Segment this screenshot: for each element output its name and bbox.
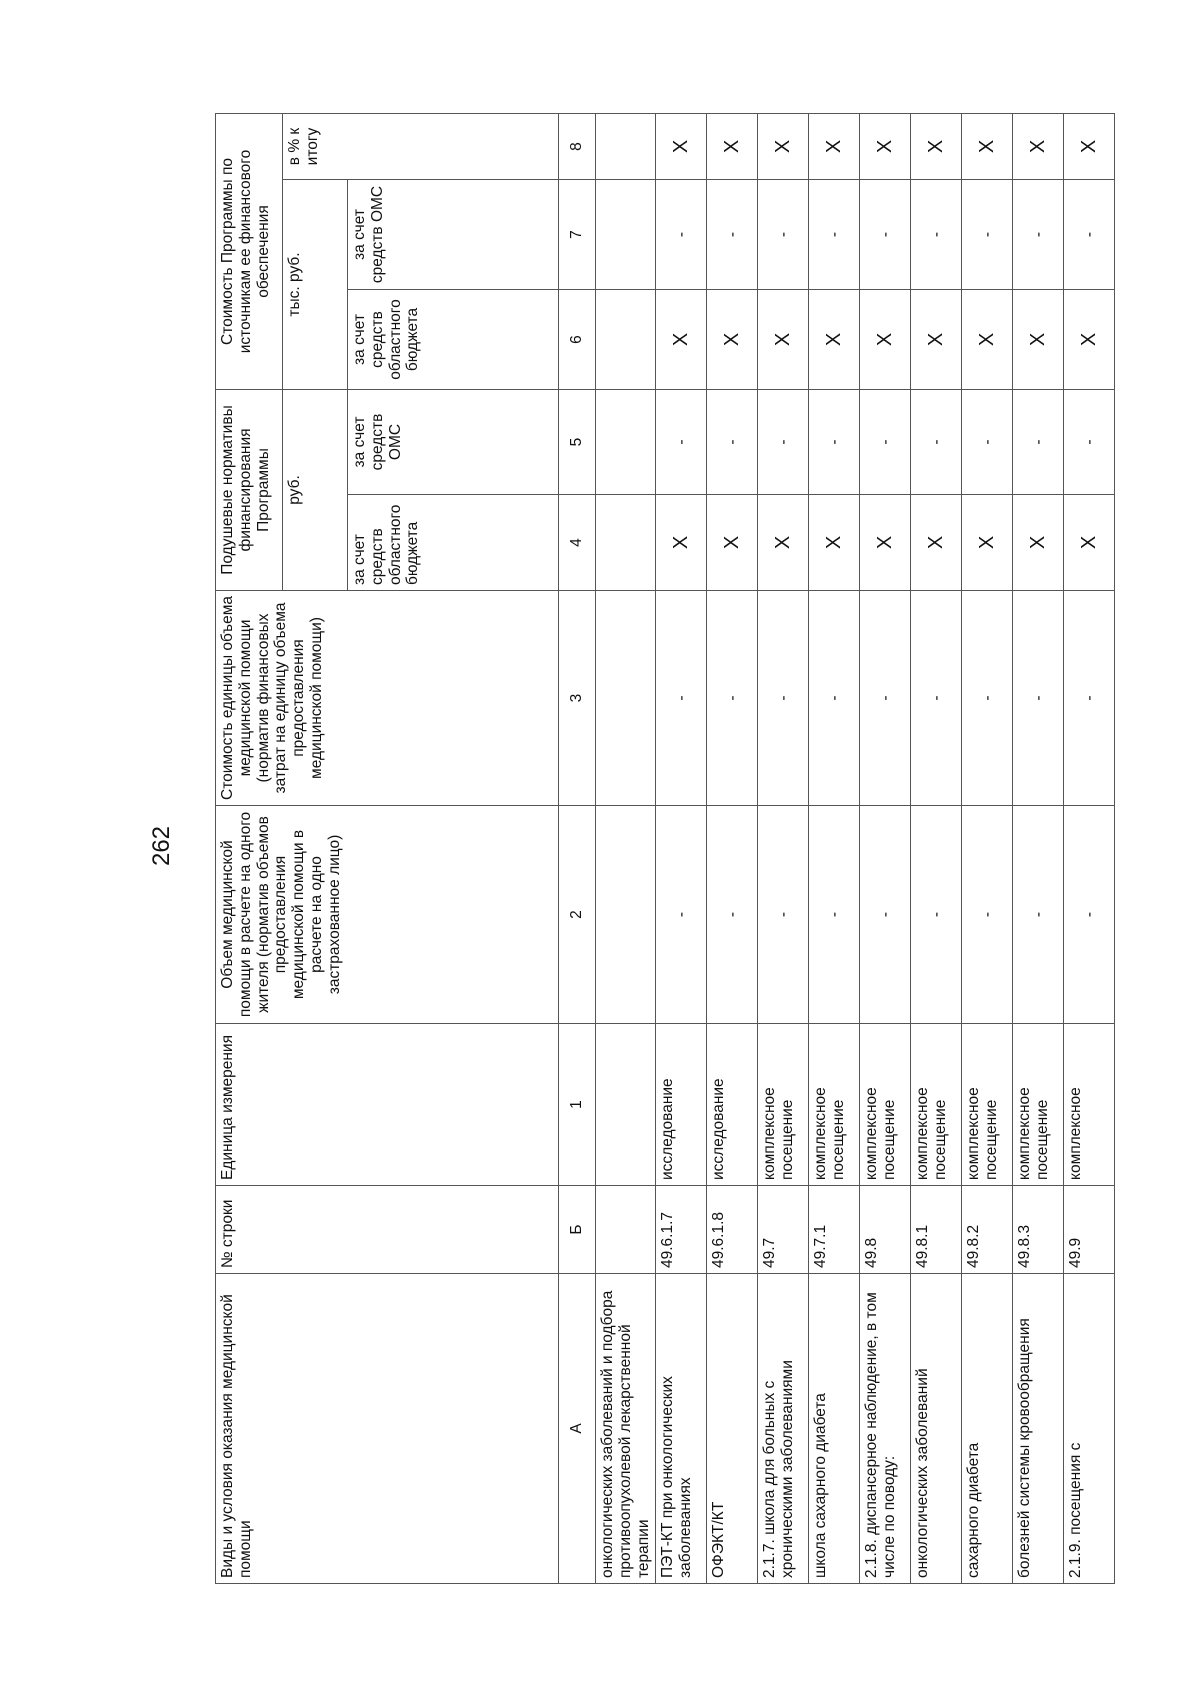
row-norm-oms: -: [1013, 390, 1064, 495]
row-cost-oms: -: [1013, 180, 1064, 290]
table-row: [809, 114, 860, 1584]
row-number: [596, 1186, 656, 1274]
table-row: [962, 114, 1013, 1584]
row-cost-budget: X: [860, 290, 911, 390]
row-volume: -: [656, 806, 707, 1024]
row-name: ОФЭКТ/КТ: [707, 1274, 758, 1584]
row-number: 49.6.1.7: [656, 1186, 707, 1274]
column-number: Б: [559, 1186, 596, 1274]
table-row: [758, 114, 809, 1584]
row-unit-cost: -: [758, 591, 809, 806]
row-cost-percent: X: [962, 114, 1013, 180]
row-cost-budget: [596, 290, 656, 390]
row-cost-oms: [596, 180, 656, 290]
row-norm-oms: -: [911, 390, 962, 495]
row-unit-cost: -: [860, 591, 911, 806]
row-volume: -: [758, 806, 809, 1024]
row-cost-percent: X: [656, 114, 707, 180]
row-norm-budget: X: [707, 495, 758, 591]
row-unit-cost: -: [911, 591, 962, 806]
row-volume: -: [1064, 806, 1115, 1024]
row-cost-budget: X: [656, 290, 707, 390]
column-number: 3: [559, 591, 596, 806]
table-row: [656, 114, 707, 1584]
financing-table: [215, 113, 1115, 1584]
header-norms-group: Подушевые нормативы финансирования Программы: [216, 390, 283, 591]
row-number: 49.8: [860, 1186, 911, 1274]
row-cost-oms: -: [758, 180, 809, 290]
header-cost-percent: в % к итогу: [283, 114, 559, 180]
column-number: 5: [559, 390, 596, 495]
header-col-3: Стоимость единицы объема медицинской помощи (норматив финансовых затрат на единицу объема предоставления медицинской помощи): [216, 591, 559, 806]
row-name: онкологических заболеваний: [911, 1274, 962, 1584]
row-unit: исследование: [656, 1024, 707, 1186]
row-unit-cost: -: [962, 591, 1013, 806]
row-cost-budget: X: [1064, 290, 1115, 390]
row-unit-cost: -: [1064, 591, 1115, 806]
row-norm-budget: [596, 495, 656, 591]
row-unit: комплексное посещение: [1013, 1024, 1064, 1186]
row-cost-oms: -: [1064, 180, 1115, 290]
column-number: А: [559, 1274, 596, 1584]
row-norm-oms: -: [1064, 390, 1115, 495]
row-name: сахарного диабета: [962, 1274, 1013, 1584]
row-volume: -: [860, 806, 911, 1024]
row-name: школа сахарного диабета: [809, 1274, 860, 1584]
row-volume: [596, 806, 656, 1024]
header-norms-unit: руб.: [283, 390, 348, 591]
row-number: 49.8.3: [1013, 1186, 1064, 1274]
rotated-table-wrapper: [215, 114, 1130, 1584]
row-norm-oms: -: [962, 390, 1013, 495]
column-number: 2: [559, 806, 596, 1024]
row-unit: комплексное: [1064, 1024, 1115, 1186]
row-unit-cost: -: [656, 591, 707, 806]
row-number: 49.8.2: [962, 1186, 1013, 1274]
row-number: 49.9: [1064, 1186, 1115, 1274]
row-norm-budget: X: [962, 495, 1013, 591]
row-volume: -: [809, 806, 860, 1024]
row-norm-oms: -: [707, 390, 758, 495]
table-row: [911, 114, 962, 1584]
row-cost-budget: X: [1013, 290, 1064, 390]
row-number: 49.7: [758, 1186, 809, 1274]
row-norm-budget: X: [911, 495, 962, 591]
row-cost-percent: [596, 114, 656, 180]
row-name: ПЭТ-КТ при онкологических заболеваниях: [656, 1274, 707, 1584]
row-norm-budget: X: [1013, 495, 1064, 591]
header-cost-budget: за счет средств областного бюджета: [348, 290, 559, 390]
row-unit: комплексное посещение: [758, 1024, 809, 1186]
row-cost-percent: X: [1013, 114, 1064, 180]
header-col-2: Объем медицинской помощи в расчете на одного жителя (норматив объемов предоставления медицинской помощи в расчете на одно застрахованное лицо): [216, 806, 559, 1024]
row-cost-percent: X: [860, 114, 911, 180]
row-norm-oms: [596, 390, 656, 495]
row-cost-percent: X: [809, 114, 860, 180]
row-unit: комплексное посещение: [911, 1024, 962, 1186]
table-row: [860, 114, 911, 1584]
row-cost-budget: X: [809, 290, 860, 390]
header-cost-oms: за счет средств ОМС: [348, 180, 559, 290]
row-unit: комплексное посещение: [962, 1024, 1013, 1186]
row-norm-oms: -: [809, 390, 860, 495]
column-number: 4: [559, 495, 596, 591]
column-number: 8: [559, 114, 596, 180]
row-norm-oms: -: [758, 390, 809, 495]
row-unit-cost: [596, 591, 656, 806]
row-cost-budget: X: [911, 290, 962, 390]
row-norm-oms: -: [656, 390, 707, 495]
column-number: 7: [559, 180, 596, 290]
table-row: [707, 114, 758, 1584]
row-cost-budget: X: [707, 290, 758, 390]
row-volume: -: [707, 806, 758, 1024]
header-cost-group: Стоимость Программы по источникам ее финансового обеспечения: [216, 114, 283, 390]
header-row-main: [216, 114, 283, 1584]
row-cost-percent: X: [1064, 114, 1115, 180]
header-col-a: Виды и условия оказания медицинской помощи: [216, 1274, 559, 1584]
row-cost-oms: -: [656, 180, 707, 290]
row-name: 2.1.9. посещения с: [1064, 1274, 1115, 1584]
row-unit-cost: -: [1013, 591, 1064, 806]
header-col-b: № строки: [216, 1186, 559, 1274]
row-unit: исследование: [707, 1024, 758, 1186]
column-number: 6: [559, 290, 596, 390]
header-norms-oms: за счет средств ОМС: [348, 390, 559, 495]
page-number: 262: [148, 825, 175, 867]
row-unit-cost: -: [809, 591, 860, 806]
row-name: 2.1.8. диспансерное наблюдение, в том числе по поводу:: [860, 1274, 911, 1584]
row-cost-oms: -: [860, 180, 911, 290]
row-cost-percent: X: [911, 114, 962, 180]
row-unit: комплексное посещение: [860, 1024, 911, 1186]
column-number: 1: [559, 1024, 596, 1186]
table-row: [1013, 114, 1064, 1584]
header-col-1: Единица измерения: [216, 1024, 559, 1186]
row-unit: [596, 1024, 656, 1186]
table-row: [596, 114, 656, 1584]
row-norm-oms: -: [860, 390, 911, 495]
row-name: болезней системы кровообращения: [1013, 1274, 1064, 1584]
row-name: 2.1.7. школа для больных с хроническими заболеваниями: [758, 1274, 809, 1584]
row-unit: комплексное посещение: [809, 1024, 860, 1186]
row-volume: -: [1013, 806, 1064, 1024]
column-number-row: [559, 114, 596, 1584]
row-norm-budget: X: [809, 495, 860, 591]
row-volume: -: [911, 806, 962, 1024]
row-cost-oms: -: [911, 180, 962, 290]
row-number: 49.8.1: [911, 1186, 962, 1274]
row-norm-budget: X: [758, 495, 809, 591]
row-cost-percent: X: [707, 114, 758, 180]
row-unit-cost: -: [707, 591, 758, 806]
row-cost-percent: X: [758, 114, 809, 180]
row-norm-budget: X: [656, 495, 707, 591]
header-norms-budget: за счет средств областного бюджета: [348, 495, 559, 591]
table-row: [1064, 114, 1115, 1584]
header-cost-unit: тыс. руб.: [283, 180, 348, 390]
row-cost-budget: X: [962, 290, 1013, 390]
row-number: 49.7.1: [809, 1186, 860, 1274]
row-volume: -: [962, 806, 1013, 1024]
row-name: онкологических заболеваний и подбора противоопухолевой лекарственной терапии: [596, 1274, 656, 1584]
row-cost-budget: X: [758, 290, 809, 390]
row-cost-oms: -: [809, 180, 860, 290]
row-cost-oms: -: [707, 180, 758, 290]
row-norm-budget: X: [1064, 495, 1115, 591]
row-norm-budget: X: [860, 495, 911, 591]
row-number: 49.6.1.8: [707, 1186, 758, 1274]
row-cost-oms: -: [962, 180, 1013, 290]
